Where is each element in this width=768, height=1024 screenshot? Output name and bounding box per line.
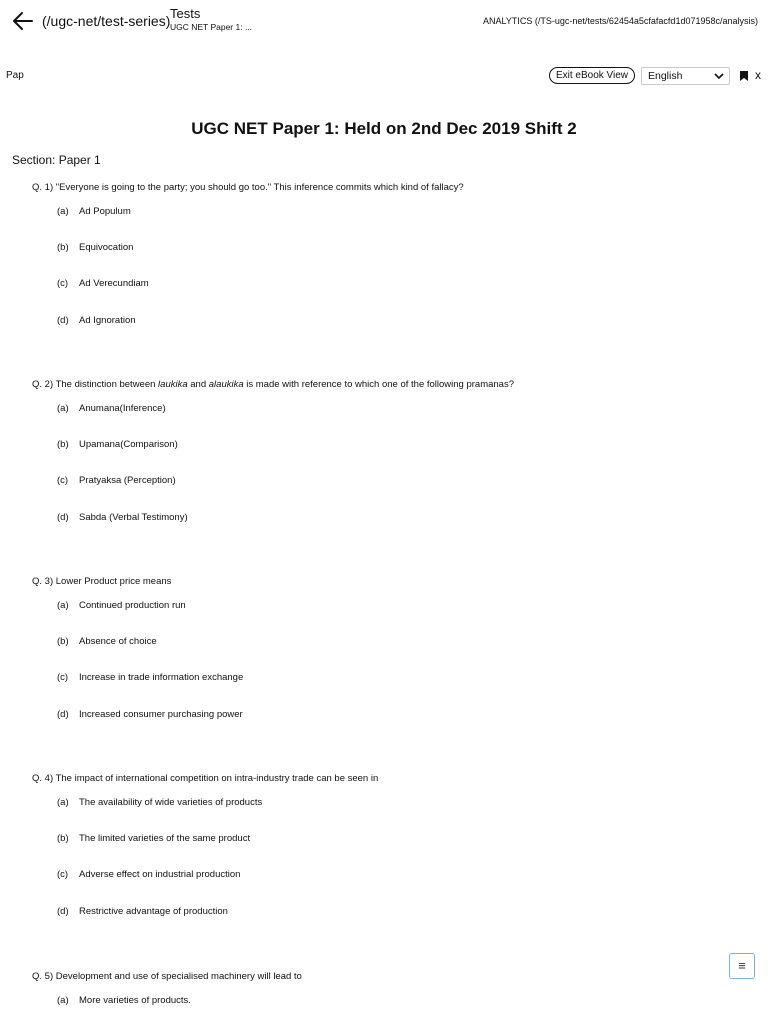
option-letter: (a) — [57, 797, 69, 808]
option-letter: (c) — [57, 278, 69, 290]
question-body-part: is made with reference to which one of the following pramanas? — [243, 379, 514, 390]
option-letter: (b) — [57, 439, 69, 451]
option-text: Ad Verecundiam — [79, 278, 149, 290]
option-letter: (a) — [57, 600, 69, 611]
question-number: Q. 4) — [32, 773, 54, 784]
option-c[interactable] — [57, 278, 752, 314]
question-text — [32, 773, 752, 785]
question-body: "Everyone is going to the party; you should go too." This inference commits which kind of fallacy? — [55, 182, 464, 193]
options-list — [32, 206, 752, 351]
option-text: Pratyaksa (Perception) — [79, 475, 176, 487]
paper-label: Pap — [6, 70, 24, 81]
question-number: Q. 2) — [32, 379, 54, 390]
option-d[interactable] — [57, 512, 752, 548]
option-text: The availability of wide varieties of products — [79, 797, 263, 808]
language-select-value: English — [648, 70, 683, 82]
header-subtitle: UGC NET Paper 1: ... — [170, 22, 253, 32]
option-c[interactable] — [57, 672, 752, 708]
question-body: The impact of international competition on intra-industry trade can be seen in — [55, 773, 379, 784]
option-text: Ad Ignoration — [79, 314, 136, 326]
question-term-laukika: laukika — [158, 379, 188, 390]
options-list — [32, 403, 752, 548]
question-4 — [32, 773, 752, 942]
option-d[interactable] — [57, 709, 752, 745]
option-text: Absence of choice — [79, 636, 157, 648]
back-arrow-icon[interactable] — [12, 11, 34, 31]
option-a[interactable] — [57, 797, 752, 833]
option-a[interactable] — [57, 995, 752, 1024]
question-text — [32, 971, 752, 983]
option-letter: (a) — [57, 995, 69, 1006]
option-letter: (b) — [57, 242, 69, 254]
option-letter: (c) — [57, 475, 69, 487]
question-number: Q. 1) — [32, 182, 54, 193]
option-text: Restrictive advantage of production — [79, 905, 228, 917]
option-d[interactable] — [57, 315, 752, 351]
header-title: Tests — [170, 6, 201, 21]
options-list — [32, 600, 752, 745]
options-list — [32, 995, 752, 1024]
option-letter: (c) — [57, 672, 69, 684]
option-letter: (b) — [57, 636, 69, 648]
option-text: Increased consumer purchasing power — [79, 708, 243, 720]
question-term-alaukika: alaukika — [208, 379, 244, 390]
question-text — [32, 182, 752, 194]
question-5 — [32, 971, 752, 1024]
option-letter: (a) — [57, 403, 69, 414]
question-text — [32, 576, 752, 588]
option-b[interactable] — [57, 833, 752, 869]
option-d[interactable] — [57, 906, 752, 942]
options-list — [32, 797, 752, 942]
bookmark-icon[interactable] — [740, 71, 748, 81]
question-number: Q. 3) — [32, 576, 54, 587]
question-number: Q. 5) — [32, 971, 54, 982]
analytics-link[interactable]: ANALYTICS (/TS-ugc-net/tests/62454a5cfafacfd1d071958c/analysis) — [483, 16, 758, 26]
option-text: Increase in trade information exchange — [79, 672, 244, 684]
option-text: Continued production run — [79, 600, 186, 611]
option-text: More varieties of products. — [79, 995, 191, 1006]
option-letter: (d) — [57, 314, 69, 326]
chevron-down-icon — [714, 73, 724, 80]
option-a[interactable] — [57, 206, 752, 242]
option-a[interactable] — [57, 600, 752, 636]
option-b[interactable] — [57, 439, 752, 475]
option-letter: (d) — [57, 905, 69, 917]
option-letter: (c) — [57, 869, 69, 881]
option-b[interactable] — [57, 636, 752, 672]
question-body: Lower Product price means — [55, 576, 172, 587]
option-text: Adverse effect on industrial production — [79, 869, 241, 881]
header-title-block — [170, 6, 252, 33]
option-text: Ad Populum — [79, 206, 131, 217]
question-1 — [32, 182, 752, 351]
menu-button[interactable]: ≡ — [729, 953, 755, 979]
question-3 — [32, 576, 752, 745]
page-title: UGC NET Paper 1: Held on 2nd Dec 2019 Shift 2 — [191, 119, 577, 138]
option-a[interactable] — [57, 403, 752, 439]
option-text: Equivocation — [79, 242, 134, 254]
option-text: The limited varieties of the same product — [79, 833, 251, 845]
question-body-part: and — [187, 379, 209, 390]
option-text: Anumana(Inference) — [79, 403, 166, 414]
option-b[interactable] — [57, 242, 752, 278]
question-text — [32, 379, 752, 391]
option-c[interactable] — [57, 475, 752, 511]
question-body: Development and use of specialised machinery will lead to — [55, 971, 302, 982]
option-text: Upamana(Comparison) — [79, 439, 178, 451]
option-letter: (d) — [57, 511, 69, 523]
section-label: Section: Paper 1 — [12, 153, 101, 167]
question-2 — [32, 379, 752, 548]
question-body-part: The distinction between — [55, 379, 159, 390]
option-letter: (b) — [57, 833, 69, 845]
exit-ebook-view-button[interactable]: Exit eBook View — [549, 67, 635, 84]
close-icon[interactable]: x — [755, 68, 761, 82]
option-letter: (a) — [57, 206, 69, 217]
option-letter: (d) — [57, 708, 69, 720]
option-c[interactable] — [57, 869, 752, 905]
back-link[interactable]: (/ugc-net/test-series) — [42, 13, 171, 29]
option-text: Sabda (Verbal Testimony) — [79, 511, 188, 523]
language-select[interactable] — [641, 67, 730, 85]
